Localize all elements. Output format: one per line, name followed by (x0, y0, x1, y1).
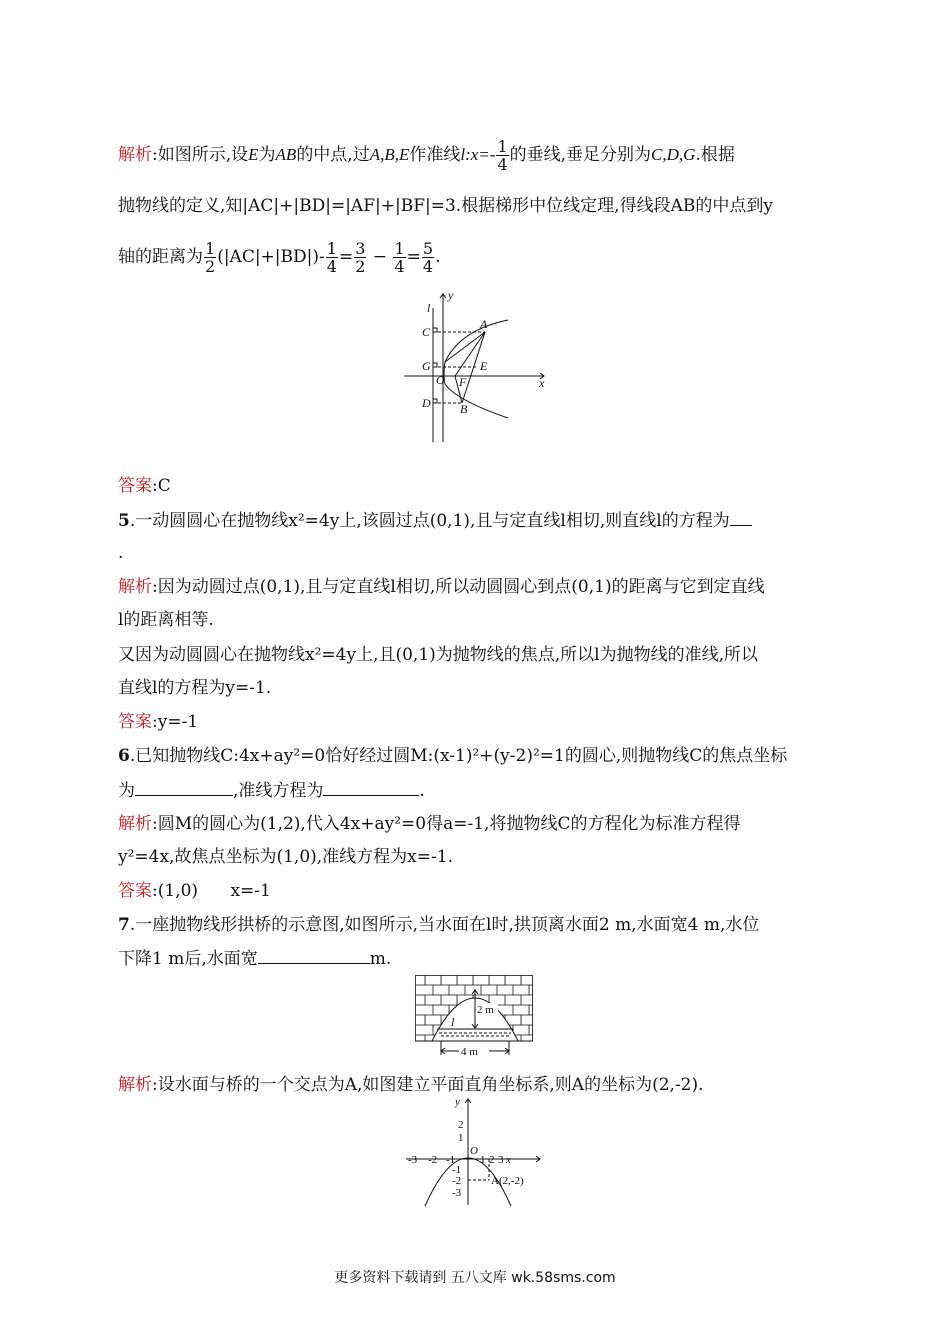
q7-stem-line2: 下降1 m后,水面宽 m. (118, 949, 392, 969)
q6-stem-line2: 为 ,准线方程为 . (118, 781, 425, 801)
answer-blank-directrix (323, 779, 419, 796)
analysis-label: 解析 (118, 145, 152, 165)
label-l: l (451, 1015, 455, 1029)
q5-analysis-line1: 解析:因为动圆过点(0,1),且与定直线l相切,所以动圆圆心到点(0,1)的距离与它到定直线 (118, 577, 765, 597)
q5-answer: 答案:y=-1 (118, 712, 199, 732)
label-x: x (539, 376, 545, 390)
answer-blank (730, 509, 752, 526)
svg-text:-1: -1 (446, 1154, 456, 1166)
parabola-focus-figure (398, 288, 550, 448)
q4-analysis-line3: 轴的距离为 $\frac{1}{2}$ (|AC|+|BD|)- $\frac{1}{4}$ = $\frac{3}{2}$ − $\frac{1}{4}$ = $\frac{5}{4}$ . (118, 239, 441, 276)
arch-bridge-figure (415, 975, 533, 1061)
svg-text:-2: -2 (452, 1175, 462, 1187)
label-B: B (460, 402, 468, 416)
q6-analysis-line2: y²=4x,故焦点坐标为(1,0),准线方程为x=-1. (118, 847, 453, 867)
label-E: E (480, 359, 488, 373)
label-4m: 4 m (461, 1046, 478, 1058)
q5-analysis-line3: 又因为动圆圆心在抛物线x²=4y上,且(0,1)为抛物线的焦点,所以l为抛物线的准线,所以 (118, 645, 759, 665)
label-x: x (506, 1154, 511, 1166)
answer-blank (258, 947, 370, 964)
q7-stem-line1: 7.一座抛物线形拱桥的示意图,如图所示,当水面在l时,拱顶离水面2 m,水面宽4 m,水位 (118, 915, 760, 935)
answer-blank-focus (135, 779, 233, 796)
svg-text:-3: -3 (452, 1187, 462, 1199)
fraction: $\frac{1}{4}$ (497, 137, 508, 174)
label-2m: 2 m (477, 1004, 494, 1016)
svg-text:2: 2 (458, 1119, 464, 1131)
q5-analysis-line2: l的距离相等. (118, 610, 214, 630)
svg-text:-1: -1 (452, 1164, 462, 1176)
label-y: y (455, 1096, 460, 1108)
q5-stem-end: . (118, 543, 124, 563)
q5-stem: 5.一动圆圆心在抛物线x²=4y上,该圆过点(0,1),且与定直线l相切,则直线l的方程为 (118, 509, 752, 532)
q5-analysis-line4: 直线l的方程为y=-1. (118, 678, 272, 698)
svg-text:1: 1 (480, 1154, 486, 1166)
q6-stem-line1: 6.已知抛物线C:4x+ay²=0恰好经过圆M:(x-1)²+(y-2)²=1的圆心,则抛物线C的焦点坐标 (118, 746, 788, 766)
label-O: O (436, 373, 445, 387)
svg-text:-2: -2 (428, 1154, 438, 1166)
label-D: D (422, 396, 431, 410)
label-l: l (427, 301, 431, 315)
svg-text:3: 3 (498, 1154, 504, 1166)
svg-text:-3: -3 (408, 1154, 418, 1166)
footer-text: 更多资料下载请到 五八文库 wk.58sms.com (334, 1270, 616, 1286)
label-O: O (470, 1145, 478, 1157)
label-G: G (422, 359, 431, 373)
label-A-point: A(2,-2) (491, 1175, 524, 1187)
q7-analysis-line1: 解析:设水面与桥的一个交点为A,如图建立平面直角坐标系,则A的坐标为(2,-2). (118, 1075, 704, 1095)
q4-analysis-line1: 解析:如图所示,设E为AB的中点,过A,B,E作准线l:x=- $\frac{1}{4}$ 的垂线,垂足分别为C,D,G.根据 (118, 137, 735, 174)
svg-text:2: 2 (489, 1154, 495, 1166)
label-C: C (422, 325, 431, 339)
q6-analysis-line1: 解析:圆M的圆心为(1,2),代入4x+ay²=0得a=-1,将抛物线C的方程化为标准方程得 (118, 814, 741, 834)
label-y: y (448, 288, 454, 302)
q6-answer: 答案:(1,0) x=-1 (118, 881, 271, 901)
label-A: A (480, 317, 488, 331)
q4-analysis-line2: 抛物线的定义,知|AC|+|BD|=|AF|+|BF|=3.根据梯形中位线定理,得线段AB的中点到y (118, 196, 773, 216)
q4-answer: 答案:C (118, 476, 171, 496)
svg-text:1: 1 (458, 1132, 464, 1144)
coordinate-parabola-figure (400, 1095, 550, 1207)
label-F: F (459, 375, 467, 389)
